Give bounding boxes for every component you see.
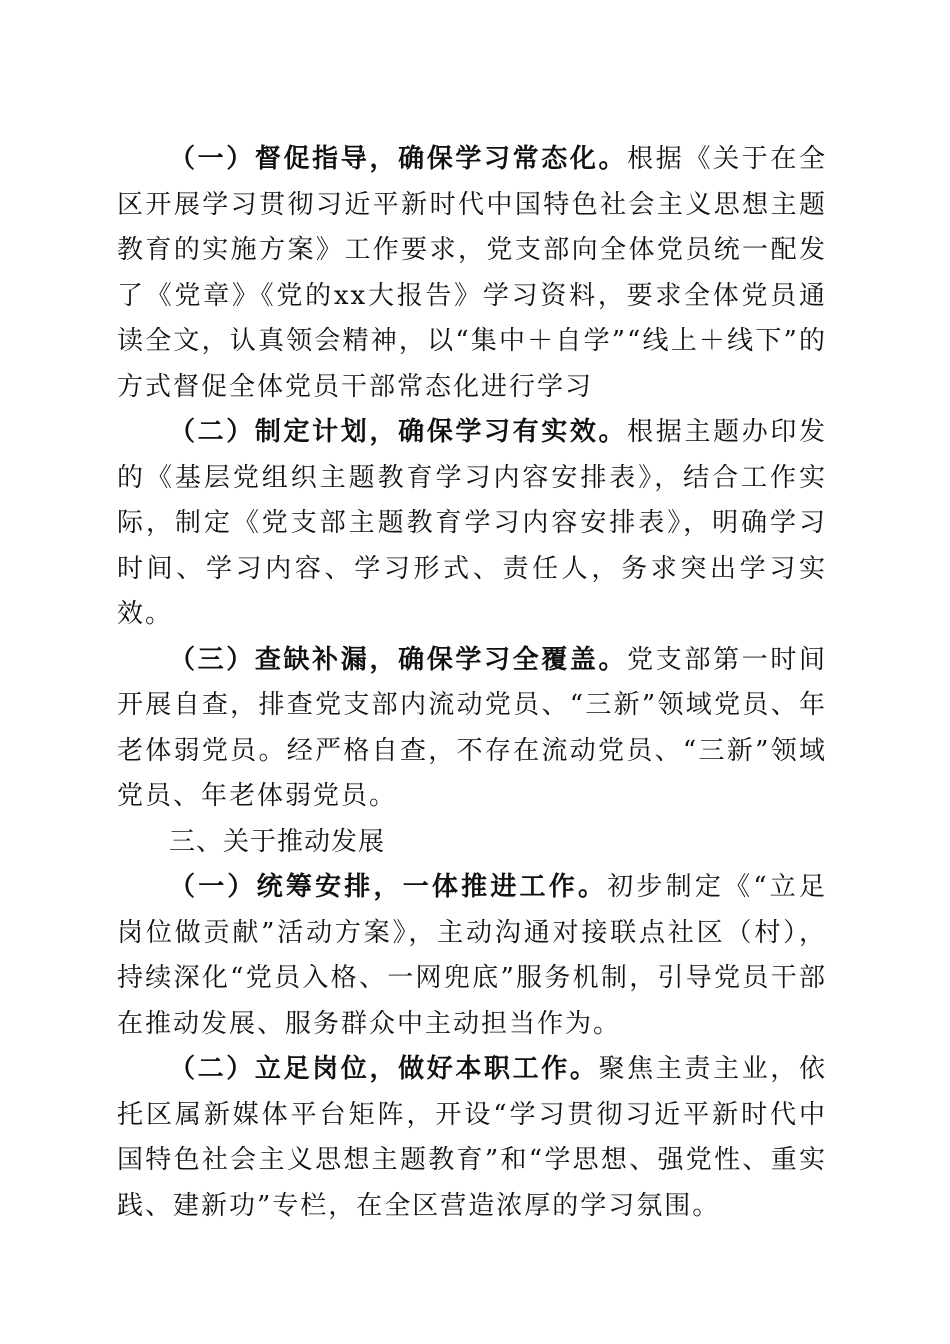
document-body (117, 137, 827, 1229)
paragraph-lead: （二）制定计划，确保学习有实效。 (169, 417, 628, 447)
paragraph-supervise (117, 137, 827, 410)
paragraph-lead: （一）统筹安排，一体推进工作。 (169, 872, 608, 902)
paragraph-lead: （一）督促指导，确保学习常态化。 (169, 144, 628, 174)
paragraph-lead: （三）查缺补漏，确保学习全覆盖。 (169, 644, 628, 675)
paragraph-text: 党支部第一时间开展自查，排查党支部内流动党员、“三新”领域党员、年老体弱党员。经严格自查，不存在流动党员、“三新”领域党员、年老体弱党员。 (117, 644, 827, 811)
paragraph-lead: （二）立足岗位，做好本职工作。 (169, 1054, 599, 1084)
paragraph-coverage (117, 638, 827, 820)
paragraph-text: 聚焦主责主业，依托区属新媒体平台矩阵，开设“学习贯彻习近平新时代中国特色社会主义思想主题教育”和“学思想、强党性、重实践、建新功”专栏，在全区营造浓厚的学习氛围。 (117, 1054, 827, 1221)
paragraph-post (117, 1047, 827, 1229)
paragraph-text: 根据主题办印发的《基层党组织主题教育学习内容安排表》，结合工作实际，制定《党支部主题教育学习内容安排表》，明确学习时间、学习内容、学习形式、责任人，务求突出学习实效。 (117, 417, 827, 629)
paragraph-coordinate (117, 865, 827, 1047)
section-heading: 三、关于推动发展 (169, 826, 386, 857)
paragraph-text: 根据《关于在全区开展学习贯彻习近平新时代中国特色社会主义思想主题教育的实施方案》工作要求，党支部向全体党员统一配发了《党章》《党的xx大报告》学习资料，要求全体党员通读全文，认真领会精神，以“集中＋自学”“线上＋线下”的方式督促全体党员干部常态化进行学习 (117, 144, 827, 402)
paragraph-text: 初步制定《“立足岗位做贡献”活动方案》，主动沟通对接联点社区（村），持续深化“党员入格、一网兜底”服务机制，引导党员干部在推动发展、服务群众中主动担当作为。 (117, 872, 827, 1039)
paragraph-plan (117, 410, 827, 638)
